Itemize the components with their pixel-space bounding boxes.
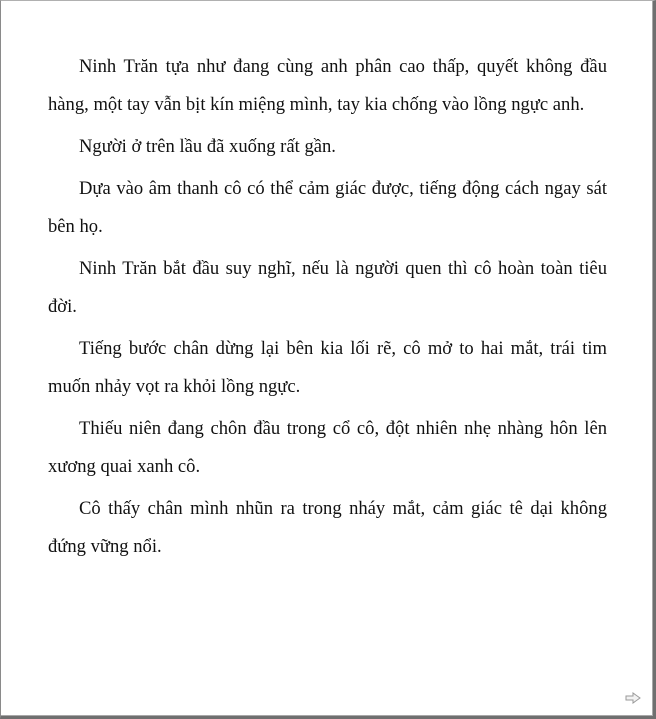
paragraph: Thiếu niên đang chôn đầu trong cổ cô, đột nhiên nhẹ nhàng hôn lên xương quai xanh cô.: [48, 418, 607, 477]
paragraph: Cô thấy chân mình nhũn ra trong nháy mắt, cảm giác tê dại không đứng vững nổi.: [48, 498, 607, 557]
paragraph: Tiếng bước chân dừng lại bên kia lối rẽ, cô mở to hai mắt, trái tim muốn nhảy vọt ra khỏi lồng ngực.: [48, 338, 607, 397]
paragraph: Người ở trên lầu đã xuống rất gần.: [79, 136, 336, 157]
paragraph: Dựa vào âm thanh cô có thể cảm giác được, tiếng động cách ngay sát bên họ.: [48, 178, 607, 237]
paragraph: Ninh Trăn bắt đầu suy nghĩ, nếu là người quen thì cô hoàn toàn tiêu đời.: [48, 258, 607, 317]
document-body: [48, 48, 607, 570]
page-turn-arrow-icon[interactable]: [625, 692, 641, 704]
paragraph: Ninh Trăn tựa như đang cùng anh phân cao thấp, quyết không đầu hàng, một tay vẫn bịt kín miệng mình, tay kia chống vào lồng ngực anh.: [48, 56, 607, 115]
